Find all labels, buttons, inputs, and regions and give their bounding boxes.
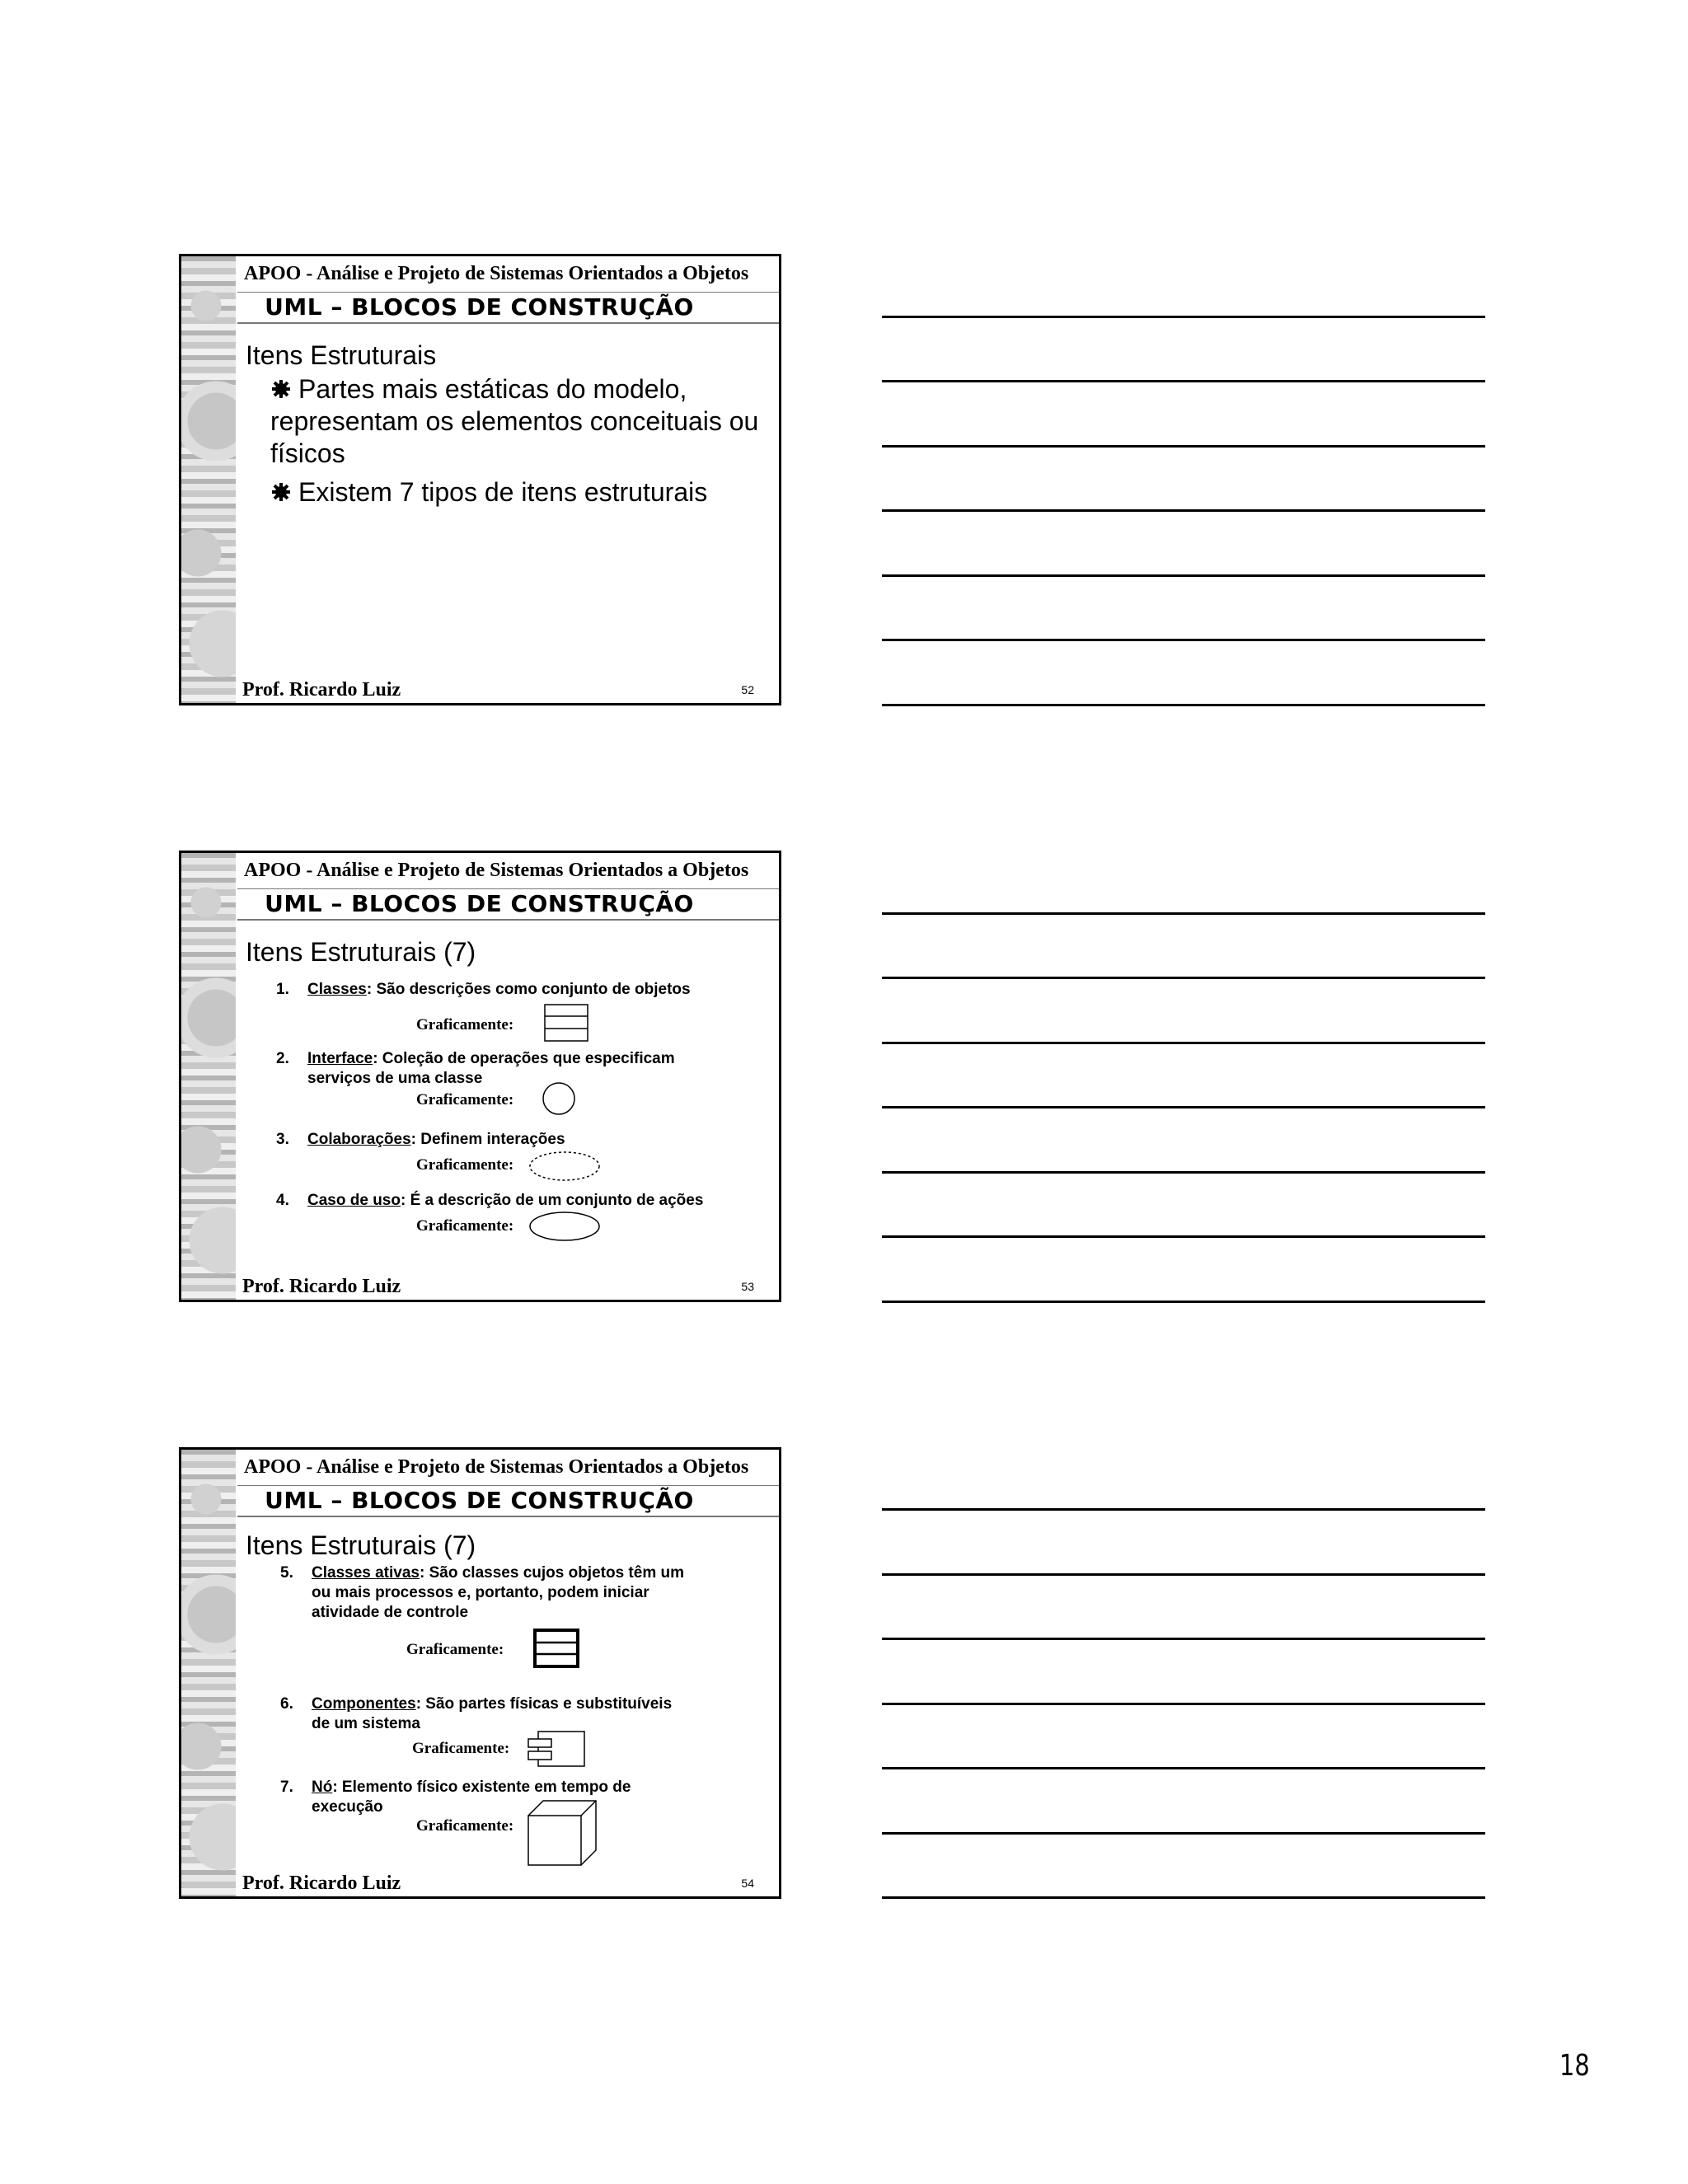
page-number: 18: [1559, 2049, 1590, 2083]
slide-number: 52: [741, 683, 754, 696]
item-text: [307, 1049, 675, 1069]
gear-decoration: [181, 256, 236, 703]
note-line: [882, 1301, 1485, 1303]
item-number: 5.: [280, 1564, 293, 1582]
bullet-item: [270, 476, 765, 509]
slide-heading: Itens Estruturais (7): [246, 1530, 476, 1560]
item-number: 2.: [276, 1050, 289, 1067]
slide-52: [179, 254, 781, 705]
graf-label: Graficamente:: [416, 1817, 514, 1835]
item-text: [312, 1694, 672, 1714]
item-desc: : São classes cujos objetos têm um: [420, 1564, 684, 1582]
item-classes-ativas-cont: ou mais processos e, portanto, podem iniciar: [312, 1584, 649, 1601]
active-class-box-icon: [533, 1629, 579, 1668]
note-line: [882, 1896, 1485, 1899]
note-line: [882, 1508, 1485, 1511]
item-desc: : Definem interações: [410, 1131, 565, 1148]
slide-title: UML – BLOCOS DE CONSTRUÇÃO: [265, 293, 694, 321]
slide-title: UML – BLOCOS DE CONSTRUÇÃO: [265, 1487, 694, 1514]
graf-label: Graficamente:: [406, 1641, 504, 1658]
graf-label: Graficamente:: [416, 1156, 514, 1174]
note-line: [882, 1703, 1485, 1705]
collaboration-ellipse-icon: [528, 1150, 602, 1183]
slide-footer: Prof. Ricardo Luiz: [242, 679, 401, 701]
note-line: [882, 316, 1485, 318]
item-componentes-cont: de um sistema: [312, 1715, 420, 1732]
item-desc: : Coleção de operações que especificam: [373, 1050, 675, 1067]
item-text: [307, 1130, 565, 1150]
course-title: APOO - Análise e Projeto de Sistemas Orientados a Objetos: [244, 860, 749, 881]
bullet-item: [270, 373, 765, 470]
gear-decoration: [181, 1450, 236, 1896]
interface-circle-icon: [542, 1081, 576, 1116]
gear-bullet-icon: [270, 481, 292, 503]
slide-title-bar: [237, 292, 779, 324]
course-title: APOO - Análise e Projeto de Sistemas Orientados a Objetos: [244, 263, 749, 284]
bullet-list: [270, 373, 765, 515]
item-text: [307, 980, 691, 1000]
note-line: [882, 1832, 1485, 1835]
note-line: [882, 1171, 1485, 1174]
note-line: [882, 1638, 1485, 1640]
gear-decoration: [181, 853, 236, 1300]
slide-footer: Prof. Ricardo Luiz: [242, 1276, 401, 1297]
bullet-text: Partes mais estáticas do modelo, representam os elementos conceituais ou físicos: [270, 374, 759, 468]
item-interface-cont: serviços de uma classe: [307, 1070, 483, 1087]
item-desc: : É a descrição de um conjunto de ações: [400, 1192, 704, 1209]
note-line: [882, 1767, 1485, 1769]
item-classes-ativas-cont2: atividade de controle: [312, 1604, 469, 1621]
note-line: [882, 509, 1485, 512]
graf-label: Graficamente:: [416, 1016, 514, 1033]
note-line: [882, 912, 1485, 915]
component-icon: [527, 1730, 588, 1768]
slide-54: [179, 1447, 781, 1899]
note-line: [882, 1573, 1485, 1576]
item-desc: : São descrições como conjunto de objetos: [366, 981, 691, 998]
graf-label: Graficamente:: [412, 1740, 510, 1757]
item-number: 1.: [276, 981, 289, 998]
item-text: [307, 1191, 703, 1211]
item-term: Colaborações: [307, 1131, 411, 1148]
note-line: [882, 380, 1485, 382]
slide-53: [179, 851, 781, 1302]
graf-label: Graficamente:: [416, 1217, 514, 1235]
note-line: [882, 574, 1485, 577]
slide-title-bar: [237, 1485, 779, 1517]
item-term: Componentes: [312, 1695, 416, 1713]
note-line: [882, 977, 1485, 979]
note-line: [882, 1235, 1485, 1238]
slide-number: 53: [741, 1280, 754, 1293]
slide-footer: Prof. Ricardo Luiz: [242, 1872, 401, 1894]
note-line: [882, 1106, 1485, 1108]
slide-title: UML – BLOCOS DE CONSTRUÇÃO: [265, 890, 694, 917]
class-box-icon: [544, 1004, 588, 1042]
slide-number: 54: [741, 1877, 754, 1890]
graf-label: Graficamente:: [416, 1091, 514, 1108]
item-desc: : Elemento físico existente em tempo de: [332, 1779, 631, 1796]
note-line: [882, 639, 1485, 641]
item-text: [312, 1563, 684, 1583]
note-line: [882, 1042, 1485, 1044]
item-term: Classes ativas: [312, 1564, 420, 1582]
item-term: Caso de uso: [307, 1192, 401, 1209]
slide-title-bar: [237, 888, 779, 921]
item-text: [312, 1778, 631, 1797]
item-term: Interface: [307, 1050, 373, 1067]
item-number: 6.: [280, 1695, 293, 1713]
item-number: 3.: [276, 1131, 289, 1148]
item-number: 4.: [276, 1192, 289, 1209]
slide-heading: Itens Estruturais (7): [246, 937, 476, 967]
use-case-ellipse-icon: [528, 1210, 602, 1243]
node-cube-icon: [527, 1799, 598, 1867]
bullet-text: Existem 7 tipos de itens estruturais: [298, 477, 708, 507]
slide-heading: Itens Estruturais: [246, 340, 437, 370]
note-line: [882, 445, 1485, 448]
note-line: [882, 704, 1485, 706]
item-desc: : São partes físicas e substituíveis: [415, 1695, 673, 1713]
gear-bullet-icon: [270, 378, 292, 400]
item-term: Nó: [312, 1779, 333, 1796]
item-number: 7.: [280, 1779, 293, 1796]
item-term: Classes: [307, 981, 367, 998]
course-title: APOO - Análise e Projeto de Sistemas Orientados a Objetos: [244, 1456, 749, 1478]
item-no-cont: execução: [312, 1798, 383, 1816]
